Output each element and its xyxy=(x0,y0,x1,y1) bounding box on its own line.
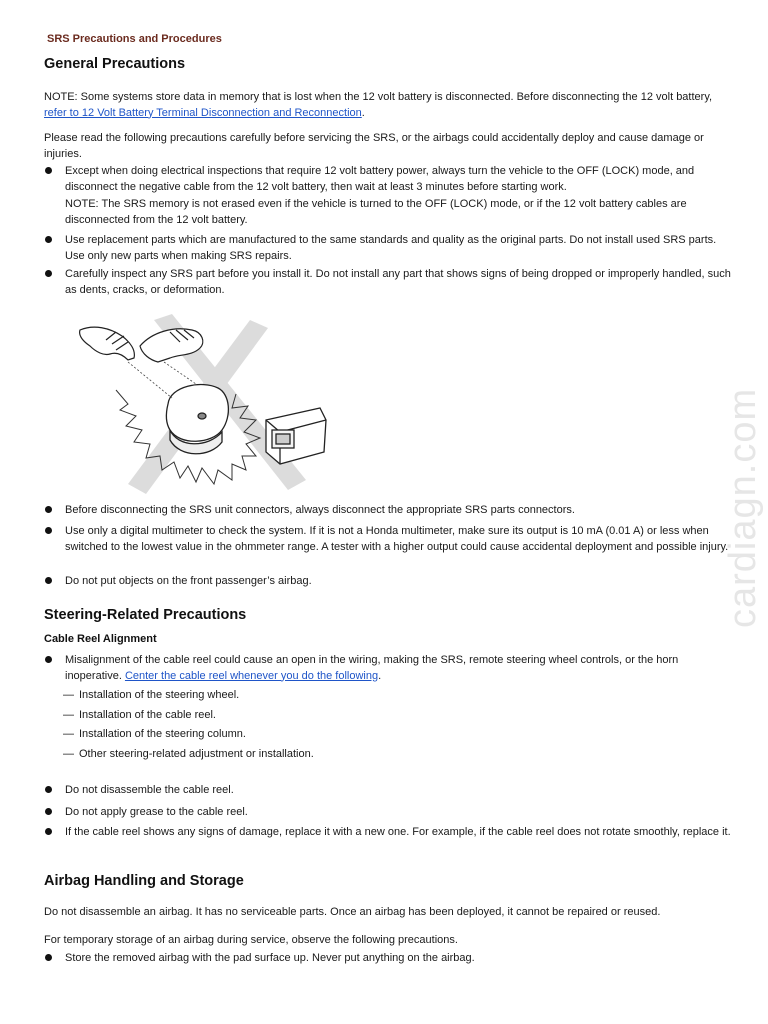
list-item xyxy=(44,805,734,821)
airbag-handling-illustration xyxy=(76,312,328,498)
bullet-icon xyxy=(45,786,52,793)
list-item xyxy=(44,783,734,799)
bullet-icon xyxy=(45,167,52,174)
bullet-icon xyxy=(45,828,52,835)
bullet-icon xyxy=(45,236,52,243)
intro-paragraph: Please read the following precautions carefully before servicing the SRS, or the airbags could accidentally deploy and cause damage or injuries. xyxy=(44,132,704,160)
list-item xyxy=(44,951,734,967)
dash-icon: — xyxy=(63,748,74,760)
list-item xyxy=(44,164,734,195)
breadcrumb: SRS Precautions and Procedures xyxy=(47,33,222,45)
heading-general-precautions: General Precautions xyxy=(44,56,186,72)
subheading-cable-reel: Cable Reel Alignment xyxy=(44,633,157,645)
list-item-text: Carefully inspect any SRS part before you install it. Do not install any part that shows signs of being dropped or improperly handled, such as dents, cracks, or deformation. xyxy=(65,268,731,296)
connector-box-icon xyxy=(266,408,326,464)
list-item-text: Store the removed airbag with the pad surface up. Never put anything on the airbag. xyxy=(65,952,475,964)
list-item xyxy=(44,524,734,555)
list-item-text: Do not disassemble the cable reel. xyxy=(65,784,234,796)
dash-icon: — xyxy=(63,728,74,740)
bullet-icon xyxy=(45,954,52,961)
list-item xyxy=(44,653,734,684)
list-item xyxy=(44,574,734,590)
list-item-text xyxy=(65,653,734,684)
list-item xyxy=(44,233,734,264)
bullet-icon xyxy=(45,577,52,584)
list-item-text: Do not apply grease to the cable reel. xyxy=(65,806,248,818)
list-item-text: Use only a digital multimeter to check the system. If it is not a Honda multimeter, make sure its output is 10 mA (0.01 A) or less when switched to the lowest value in the ohmmeter range. A tester with a higher output could cause accidental deployment and possible injury. xyxy=(65,525,729,553)
list-item xyxy=(44,503,734,519)
dash-item xyxy=(63,747,314,763)
note-battery-end: . xyxy=(361,106,365,119)
cable-reel-end: . xyxy=(378,669,382,682)
bullet-icon xyxy=(45,270,52,277)
list-item xyxy=(44,825,734,841)
list-item xyxy=(44,267,734,298)
dash-icon: — xyxy=(63,709,74,721)
dash-item-text: Other steering-related adjustment or installation. xyxy=(79,748,314,760)
watermark: cardiagn.com xyxy=(722,387,764,629)
dash-item xyxy=(63,688,239,704)
note-battery-text: NOTE: Some systems store data in memory that is lost when the 12 volt battery is disconnected. Before disconnecting the 12 volt battery, xyxy=(44,91,713,103)
airbag-module-icon xyxy=(166,385,228,454)
cable-reel-text: Misalignment of the cable reel could cause an open in the wiring, making the SRS, remote steering wheel controls, or the horn inoperative. xyxy=(65,654,679,682)
dash-item-text: Installation of the steering column. xyxy=(79,728,246,740)
airbag-storage-intro: For temporary storage of an airbag during service, observe the following precautions. xyxy=(44,934,458,946)
dash-item xyxy=(63,727,246,743)
airbag-paragraph: Do not disassemble an airbag. It has no serviceable parts. Once an airbag has been deployed, it cannot be repaired or reused. xyxy=(44,906,661,918)
dash-icon: — xyxy=(63,689,74,701)
bullet-icon xyxy=(45,656,52,663)
bullet-icon xyxy=(45,506,52,513)
list-item-text: If the cable reel shows any signs of damage, replace it with a new one. For example, if the cable reel does not rotate smoothly, replace it. xyxy=(65,826,731,838)
srs-memory-note: NOTE: The SRS memory is not erased even if the vehicle is turned to the OFF (LOCK) mode, or if the 12 volt battery cables are disconnected from the 12 volt battery. xyxy=(65,198,687,226)
heading-steering-precautions: Steering-Related Precautions xyxy=(44,607,247,623)
center-cable-reel-link[interactable]: Center the cable reel whenever you do the following xyxy=(124,669,379,682)
bullet-icon xyxy=(45,808,52,815)
list-item-text: Except when doing electrical inspections that require 12 volt battery power, always turn the vehicle to the OFF (LOCK) mode, and disconnect the negative cable from the 12 volt battery, then wait at least 3 minutes before starting work. xyxy=(65,165,695,193)
list-item-text: Do not put objects on the front passenger’s airbag. xyxy=(65,575,312,587)
dash-item-text: Installation of the steering wheel. xyxy=(79,689,240,701)
dash-item xyxy=(63,708,216,724)
list-item-text: Before disconnecting the SRS unit connectors, always disconnect the appropriate SRS parts connectors. xyxy=(65,504,575,516)
dash-item-text: Installation of the cable reel. xyxy=(79,709,216,721)
list-item-text: Use replacement parts which are manufactured to the same standards and quality as the original parts. Do not install used SRS parts. Use only new parts when making SRS repairs. xyxy=(65,234,717,262)
bullet-icon xyxy=(45,527,52,534)
battery-disconnection-link[interactable]: refer to 12 Volt Battery Terminal Disconnection and Reconnection xyxy=(44,106,362,119)
heading-airbag-handling: Airbag Handling and Storage xyxy=(44,873,244,889)
note-battery xyxy=(44,90,734,121)
